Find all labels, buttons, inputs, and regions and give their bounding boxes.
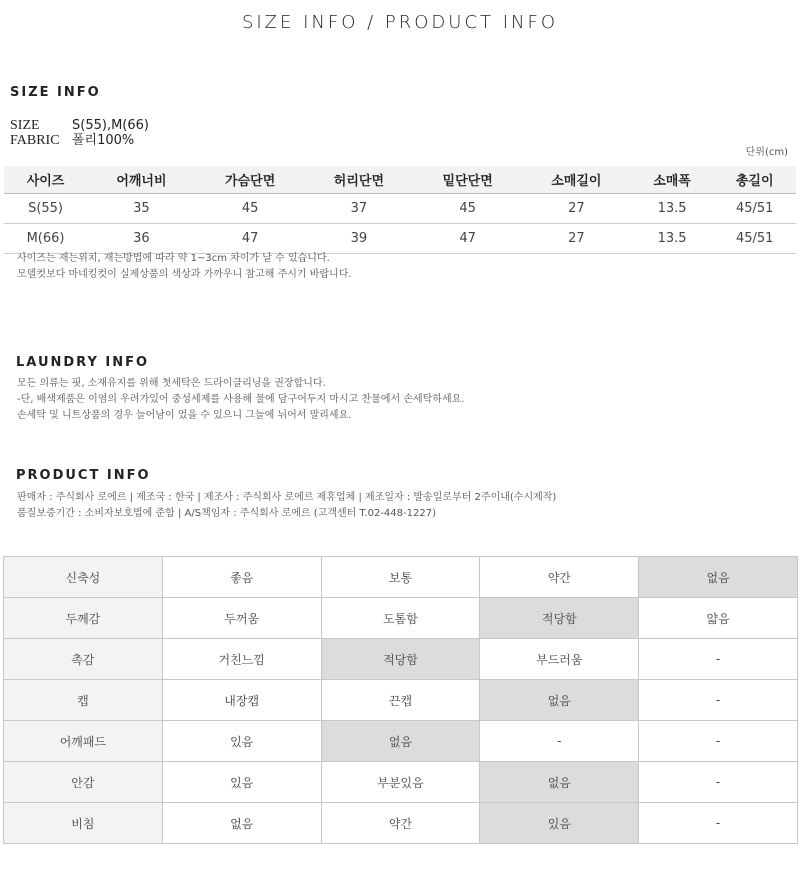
table-cell: M(66) bbox=[4, 224, 87, 254]
column-header: 허리단면 bbox=[305, 166, 414, 194]
property-row bbox=[4, 803, 798, 844]
table-cell: 39 bbox=[305, 224, 414, 254]
property-option: - bbox=[639, 721, 798, 762]
table-cell: 35 bbox=[87, 194, 196, 224]
table-cell: 13.5 bbox=[631, 194, 714, 224]
product-line: 품질보증기간 : 소비자보호법에 준함 | A/S책임자 : 주식회사 로에르 (고객센터 T.02-448-1227) bbox=[17, 508, 436, 519]
table-cell: 47 bbox=[196, 224, 305, 254]
property-option: - bbox=[480, 721, 639, 762]
size-value: S(55),M(66) bbox=[72, 118, 149, 133]
fabric-label: FABRIC bbox=[10, 133, 60, 148]
table-cell: S(55) bbox=[4, 194, 87, 224]
laundry-line: 모든 의류는 핏, 소재유지를 위해 첫세탁은 드라이클리닝을 권장합니다. bbox=[17, 378, 326, 389]
property-option: 있음 bbox=[162, 721, 321, 762]
column-header: 밑단단면 bbox=[413, 166, 522, 194]
product-info-heading: PRODUCT INFO bbox=[16, 468, 151, 483]
table-cell: 45/51 bbox=[713, 194, 796, 224]
property-label: 두께감 bbox=[4, 598, 163, 639]
column-header: 소매길이 bbox=[522, 166, 631, 194]
column-header: 소매폭 bbox=[631, 166, 714, 194]
property-option: 내장캡 bbox=[162, 680, 321, 721]
size-info-heading: SIZE INFO bbox=[10, 85, 101, 100]
property-row bbox=[4, 680, 798, 721]
size-table-header bbox=[4, 166, 796, 194]
property-option: 거친느낌 bbox=[162, 639, 321, 680]
property-label: 신축성 bbox=[4, 557, 163, 598]
table-row bbox=[4, 194, 796, 224]
property-option: 도톰함 bbox=[321, 598, 480, 639]
property-label: 캡 bbox=[4, 680, 163, 721]
property-option: 부드러움 bbox=[480, 639, 639, 680]
property-option: 없음 bbox=[639, 557, 798, 598]
property-option: 좋음 bbox=[162, 557, 321, 598]
property-option: 약간 bbox=[480, 557, 639, 598]
property-option: 있음 bbox=[162, 762, 321, 803]
property-row bbox=[4, 598, 798, 639]
table-cell: 13.5 bbox=[631, 224, 714, 254]
property-label: 안감 bbox=[4, 762, 163, 803]
property-row bbox=[4, 721, 798, 762]
table-cell: 36 bbox=[87, 224, 196, 254]
unit-label: 단위(cm) bbox=[745, 147, 788, 158]
note-line: 사이즈는 재는위치, 재는방법에 따라 약 1~3cm 차이가 날 수 있습니다. bbox=[17, 253, 330, 264]
column-header: 가슴단면 bbox=[196, 166, 305, 194]
column-header: 사이즈 bbox=[4, 166, 87, 194]
property-option: 없음 bbox=[162, 803, 321, 844]
property-row bbox=[4, 639, 798, 680]
property-option: 없음 bbox=[480, 762, 639, 803]
table-cell: 27 bbox=[522, 224, 631, 254]
property-row bbox=[4, 762, 798, 803]
table-row bbox=[4, 224, 796, 254]
table-cell: 45 bbox=[413, 194, 522, 224]
property-label: 어깨패드 bbox=[4, 721, 163, 762]
table-cell: 37 bbox=[305, 194, 414, 224]
property-option: - bbox=[639, 639, 798, 680]
laundry-text bbox=[17, 376, 464, 424]
laundry-line: -단, 배색제품은 이염의 우려가있어 중성세제를 사용해 물에 담구어두지 마시고 찬물에서 손세탁하세요. bbox=[17, 394, 465, 405]
size-table bbox=[4, 166, 796, 254]
property-option: 약간 bbox=[321, 803, 480, 844]
property-label: 촉감 bbox=[4, 639, 163, 680]
note-line: 모델컷보다 마네킹컷이 실제상품의 색상과 가까우니 참고해 주시기 바랍니다. bbox=[17, 269, 352, 280]
column-header: 총길이 bbox=[713, 166, 796, 194]
property-option: 적당함 bbox=[480, 598, 639, 639]
property-option: 있음 bbox=[480, 803, 639, 844]
property-option: 부분있음 bbox=[321, 762, 480, 803]
property-option: - bbox=[639, 803, 798, 844]
product-properties-table bbox=[3, 556, 798, 844]
property-option: 없음 bbox=[480, 680, 639, 721]
property-option: 끈캡 bbox=[321, 680, 480, 721]
page-title: SIZE INFO / PRODUCT INFO bbox=[241, 12, 559, 33]
product-line: 판매자 : 주식회사 로에르 | 제조국 : 한국 | 제조사 : 주식회사 로에르 제휴업체 | 제조일자 : 발송일로부터 2주이내(수시제작) bbox=[17, 492, 557, 503]
table-cell: 45/51 bbox=[713, 224, 796, 254]
size-fabric-meta bbox=[10, 118, 149, 148]
size-label: SIZE bbox=[10, 118, 40, 133]
laundry-line: 손세탁 및 니트상품의 경우 늘어남이 었을 수 있으니 그늘에 뉘어서 말리세요. bbox=[17, 410, 352, 421]
table-cell: 45 bbox=[196, 194, 305, 224]
size-notes bbox=[17, 251, 352, 283]
table-cell: 27 bbox=[522, 194, 631, 224]
property-option: 두꺼움 bbox=[162, 598, 321, 639]
property-option: 적당함 bbox=[321, 639, 480, 680]
property-option: 보통 bbox=[321, 557, 480, 598]
property-label: 비침 bbox=[4, 803, 163, 844]
property-option: 얇음 bbox=[639, 598, 798, 639]
fabric-value: 폴리100% bbox=[72, 133, 135, 148]
property-option: 없음 bbox=[321, 721, 480, 762]
column-header: 어깨너비 bbox=[87, 166, 196, 194]
table-cell: 47 bbox=[413, 224, 522, 254]
laundry-info-heading: LAUNDRY INFO bbox=[16, 355, 150, 370]
product-text bbox=[17, 490, 556, 522]
property-row bbox=[4, 557, 798, 598]
property-option: - bbox=[639, 762, 798, 803]
property-option: - bbox=[639, 680, 798, 721]
